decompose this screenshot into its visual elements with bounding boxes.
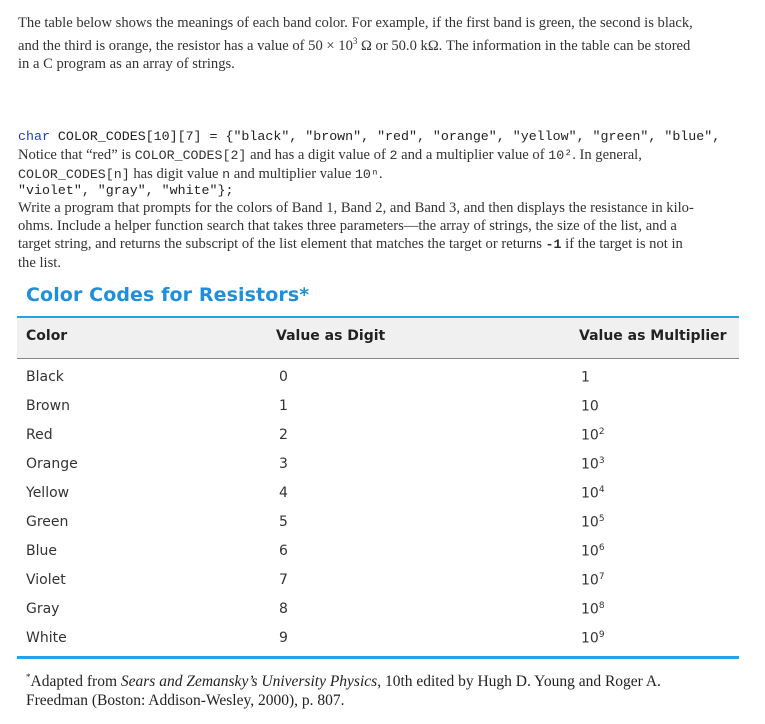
- multiplier-exponent: 4: [598, 485, 605, 495]
- table-cell-digit: 3: [279, 456, 288, 472]
- code-keyword: char: [18, 129, 50, 144]
- footnote-line-1: [26, 668, 746, 691]
- table-cell-multiplier: [581, 398, 599, 415]
- multiplier-base: 10: [581, 427, 599, 444]
- inline-code: 10²: [548, 148, 573, 163]
- multiplier-base: 10: [581, 398, 599, 415]
- multiplier-exponent: 8: [598, 601, 605, 611]
- footnote-line-2: Freedman (Boston: Addison-Wesley, 2000), p. 807.: [26, 692, 345, 710]
- task-line-3: [18, 235, 744, 254]
- table-cell-multiplier: [581, 485, 605, 502]
- table-cell-digit: 8: [279, 601, 288, 617]
- table-cell-multiplier: [581, 543, 605, 560]
- code-line-1: [18, 128, 758, 146]
- footnote-text: Adapted from: [30, 673, 121, 691]
- notice-text: and multiplier value: [230, 166, 355, 182]
- inline-code: COLOR_CODES[2]: [134, 148, 247, 163]
- code-line-2: "violet", "gray", "white"};: [18, 183, 234, 198]
- table-cell-color: White: [26, 630, 67, 646]
- notice-text: has digit value: [129, 166, 223, 182]
- footnote: [26, 668, 746, 710]
- table-cell-digit: 4: [279, 485, 288, 501]
- multiplier-base: 10: [581, 630, 599, 647]
- table-cell-digit: 6: [279, 543, 288, 559]
- footnote-text: , 10th edited by Hugh D. Young and Roger A.: [377, 673, 661, 691]
- table-cell-digit: 2: [279, 427, 288, 443]
- table-header-rule: [17, 358, 739, 359]
- table-cell-color: Yellow: [26, 485, 70, 501]
- multiplier-base: 10: [581, 543, 599, 560]
- table-cell-multiplier: [581, 456, 605, 473]
- multiplier-exponent: 3: [598, 456, 605, 466]
- table-cell-color: Gray: [26, 601, 60, 617]
- notice-paragraph: [18, 146, 744, 184]
- multiplier-base: 10: [581, 572, 599, 589]
- table-cell-digit: 9: [279, 630, 288, 646]
- table-cell-digit: 5: [279, 514, 288, 530]
- notice-text: .: [378, 166, 383, 182]
- multiplier-exponent: 9: [598, 630, 605, 640]
- task-line-4: the list.: [18, 255, 61, 271]
- multiplier-exponent: 6: [598, 543, 605, 553]
- intro-line-3: in a C program as an array of strings.: [18, 55, 235, 72]
- table-cell-color: Violet: [26, 572, 66, 588]
- multiplier-base: 10: [581, 456, 599, 473]
- multiplier-base: 10: [581, 514, 599, 531]
- task-text: if the target is not in: [561, 236, 683, 252]
- table-cell-color: Brown: [26, 398, 70, 414]
- table-cell-multiplier: [581, 630, 605, 647]
- table-cell-color: Blue: [26, 543, 57, 559]
- inline-code: 10ⁿ: [354, 167, 379, 182]
- multiplier-exponent: 5: [598, 514, 605, 524]
- inline-code: COLOR_CODES[n]: [18, 167, 130, 182]
- table-cell-digit: 0: [279, 369, 288, 385]
- table-bottom-rule: [17, 656, 739, 659]
- table-cell-multiplier: [581, 572, 605, 589]
- intro-paragraph: [18, 14, 744, 73]
- header-digit: Value as Digit: [276, 328, 386, 344]
- table-cell-color: Black: [26, 369, 64, 385]
- inline-code: -1: [545, 237, 562, 252]
- multiplier-exponent: 7: [598, 572, 605, 582]
- exponent: 3: [352, 36, 358, 46]
- notice-line-1: [18, 146, 744, 165]
- notice-line-2: [18, 165, 744, 184]
- notice-text: and has a digit value of: [246, 147, 390, 163]
- notice-text: . In general,: [572, 147, 642, 163]
- table-cell-color: Orange: [26, 456, 78, 472]
- footnote-book-title: Sears and Zemansky’s University Physics: [120, 673, 378, 691]
- notice-text: and a multiplier value of: [397, 147, 549, 163]
- task-text: target string, and returns the subscript of the list element that matches the target or returns: [18, 236, 546, 252]
- table-cell-multiplier: [581, 514, 605, 531]
- inline-code: n: [222, 167, 231, 182]
- header-multiplier: Value as Multiplier: [579, 328, 727, 344]
- multiplier-base: 10: [581, 601, 599, 618]
- multiplier-base: 1: [581, 369, 590, 386]
- table-cell-multiplier: [581, 601, 605, 618]
- task-paragraph: [18, 199, 744, 272]
- intro-line-2-post: Ω or 50.0 kΩ. The information in the table can be stored: [357, 37, 691, 54]
- multiplier-exponent: 2: [598, 427, 605, 437]
- intro-line-1: The table below shows the meanings of each band color. For example, if the first band is green, the second is black,: [18, 15, 693, 31]
- code-line-1-rest: COLOR_CODES[10][7] = {"black", "brown", "red", "orange", "yellow", "green", "blue",: [49, 129, 721, 144]
- table-title: Color Codes for Resistors*: [26, 284, 310, 306]
- table-cell-digit: 7: [279, 572, 288, 588]
- intro-line-2-pre: and the third is orange, the resistor has a value of 50 × 10: [18, 37, 353, 54]
- table-cell-color: Green: [26, 514, 69, 530]
- task-line-1: Write a program that prompts for the colors of Band 1, Band 2, and Band 3, and then displays the resistance in kilo-: [18, 200, 694, 216]
- table-cell-color: Red: [26, 427, 53, 443]
- intro-line-2: [18, 32, 744, 55]
- footnote-marker: *: [26, 672, 31, 682]
- table-cell-multiplier: [581, 427, 605, 444]
- inline-code: 2: [389, 148, 398, 163]
- table-cell-multiplier: [581, 369, 590, 386]
- notice-text: Notice that “red” is: [18, 147, 135, 163]
- table-cell-digit: 1: [279, 398, 288, 414]
- header-color: Color: [26, 328, 68, 344]
- task-line-2: ohms. Include a helper function search that takes three parameters—the array of strings, the size of the list, and a: [18, 218, 677, 234]
- multiplier-base: 10: [581, 485, 599, 502]
